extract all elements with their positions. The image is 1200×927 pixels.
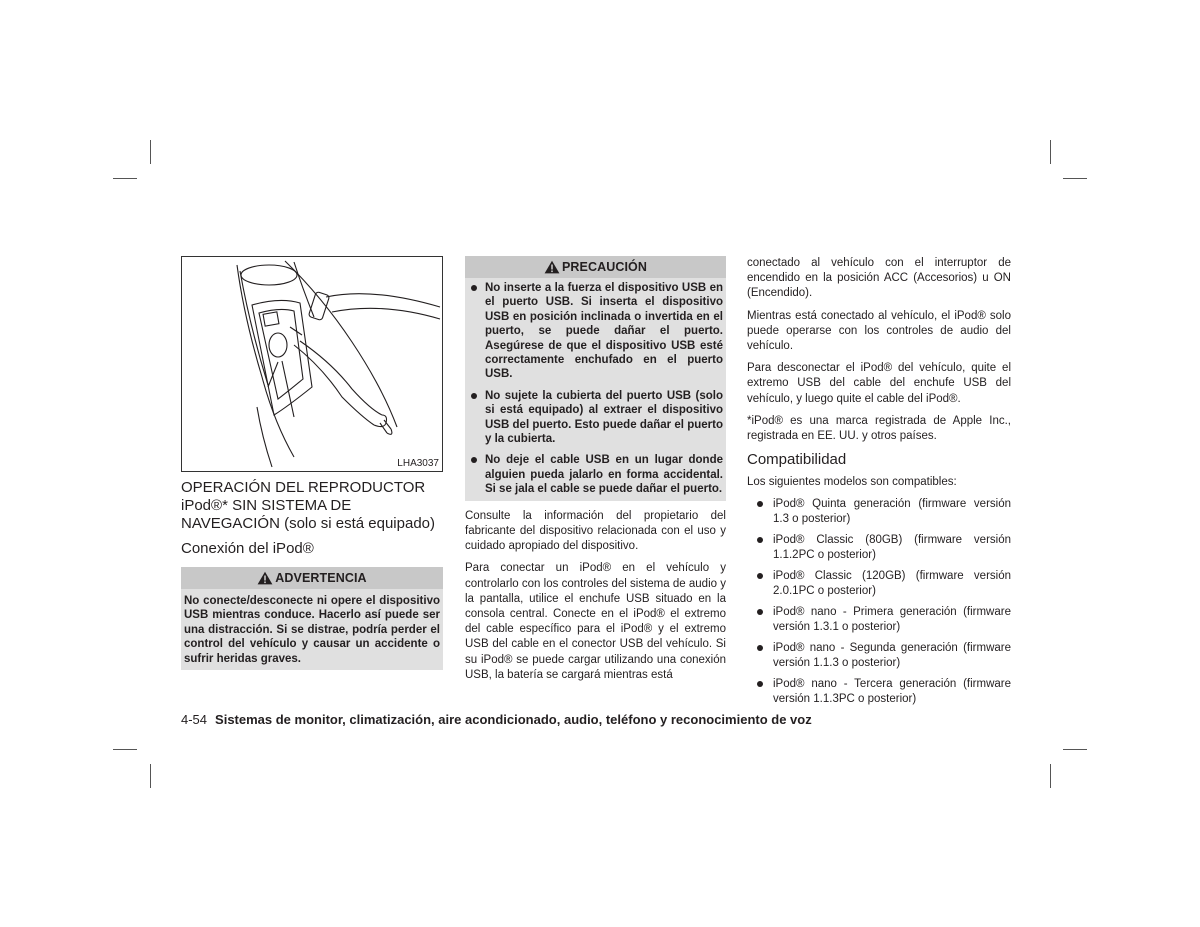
crop-mark (150, 764, 151, 788)
list-item-text: iPod® nano - Tercera generación (firmware versión 1.1.3PC o posterior) (773, 678, 1011, 706)
bullet-icon (757, 609, 763, 615)
page-number: 4-54 (181, 712, 208, 727)
console-drawing (182, 257, 442, 471)
figure-code: LHA3037 (397, 458, 439, 469)
bullet-icon (471, 393, 477, 399)
paragraph: Consulte la información del propietario del fabricante del dispositivo relacionada con el uso y cuidado apropiado del dispositivo. (465, 509, 726, 553)
paragraph: *iPod® es una marca registrada de Apple Inc., registrada en EE. UU. y otros países. (747, 414, 1011, 443)
compatibility-list (747, 497, 1011, 707)
subsection-title: Conexión del iPod® (181, 540, 314, 557)
list-item-text: iPod® nano - Primera generación (firmware versión 1.3.1 o posterior) (773, 606, 1011, 634)
caution-box (465, 256, 726, 501)
column-right (747, 256, 1011, 713)
section-title-line: NAVEGACIÓN (solo si está equipado) (181, 515, 435, 532)
crop-mark (1063, 749, 1087, 750)
column-left (181, 256, 443, 670)
paragraph: Mientras está conectado al vehículo, el iPod® solo puede operarse con los controles de audio del vehículo. (747, 309, 1011, 353)
paragraph: Para desconectar el iPod® del vehículo, quite el extremo USB del cable del enchufe USB del vehículo, y luego quite el cable del iPod®. (747, 362, 1011, 405)
warning-triangle-icon (257, 571, 273, 585)
compatibility-intro: Los siguientes modelos son compatibles: (747, 476, 957, 489)
crop-mark (113, 749, 137, 750)
list-item (751, 605, 1011, 635)
list-item-text: No inserte a la fuerza el dispositivo USB en el puerto USB. Si inserta el dispositivo USB en posición inclinada o invertida en el puerto, se puede dañar el puerto. Asegúrese de que el dispositivo USB esté correctamente enchufado en el puerto USB. (485, 282, 723, 381)
bullet-icon (757, 537, 763, 543)
caution-title: PRECAUCIÓN (561, 260, 648, 274)
list-item (751, 677, 1011, 707)
body-text (465, 509, 726, 683)
warning-header (181, 567, 443, 589)
bullet-icon (471, 457, 477, 463)
list-item-text: iPod® Classic (80GB) (firmware versión 1.1.2PC o posterior) (773, 534, 1011, 562)
list-item-text: iPod® nano - Segunda generación (firmware versión 1.1.3 o posterior) (773, 642, 1011, 670)
column-middle (465, 256, 726, 690)
list-item (468, 389, 723, 447)
bullet-icon (471, 285, 477, 291)
compatibility-title: Compatibilidad (747, 451, 847, 469)
bullet-icon (757, 501, 763, 507)
list-item (468, 453, 723, 496)
caution-list (465, 278, 726, 497)
list-item-text: No sujete la cubierta del puerto USB (solo si está equipado) al extraer el dispositivo USB del puerto. Esto puede dañar el puerto y la cubierta. (485, 389, 723, 446)
section-title (181, 479, 443, 533)
chapter-title: Sistemas de monitor, climatización, aire acondicionado, audio, teléfono y reconocimiento de voz (215, 712, 812, 727)
caution-header (465, 256, 726, 278)
bullet-icon (757, 573, 763, 579)
warning-box (181, 567, 443, 670)
list-item (751, 641, 1011, 671)
crop-mark (1050, 140, 1051, 164)
crop-mark (113, 178, 137, 179)
list-item (751, 497, 1011, 527)
usb-port-illustration (181, 256, 443, 472)
paragraph: Para conectar un iPod® en el vehículo y controlarlo con los controles del sistema de audio y la pantalla, utilice el enchufe USB situado en la consola central. Conecte en el iPod® el extremo del cable específico para el iPod® y el extremo USB del cable en el conector USB del vehículo. Si su iPod® se puede cargar utilizando una conexión USB, la batería se cargará mientras está (465, 562, 726, 681)
list-item (751, 569, 1011, 599)
section-title-line: iPod®* SIN SISTEMA DE (181, 497, 352, 514)
bullet-icon (757, 645, 763, 651)
page-footer (181, 712, 812, 727)
list-item-text: iPod® Quinta generación (firmware versión 1.3 o posterior) (773, 498, 1011, 526)
list-item-text: iPod® Classic (120GB) (firmware versión 2.0.1PC o posterior) (773, 570, 1011, 598)
list-item-text: No deje el cable USB en un lugar donde alguien pueda jalarlo en forma accidental. Si se jala el cable se puede dañar el puerto. (485, 454, 723, 496)
section-title-line: OPERACIÓN DEL REPRODUCTOR (181, 479, 426, 496)
warning-text: No conecte/desconecte ni opere el dispositivo USB mientras conduce. Hacerlo así puede ser una distracción. Si se distrae, podría perder el control del vehículo y causar un accidente o sufrir heridas graves. (184, 595, 440, 665)
warning-title: ADVERTENCIA (275, 571, 367, 585)
paragraph: conectado al vehículo con el interruptor de encendido en la posición ACC (Accesorios) u ON (Encendido). (747, 257, 1011, 300)
crop-mark (1050, 764, 1051, 788)
crop-mark (1063, 178, 1087, 179)
list-item (751, 533, 1011, 563)
list-item (468, 281, 723, 382)
bullet-icon (757, 681, 763, 687)
crop-mark (150, 140, 151, 164)
warning-triangle-icon (544, 260, 560, 274)
